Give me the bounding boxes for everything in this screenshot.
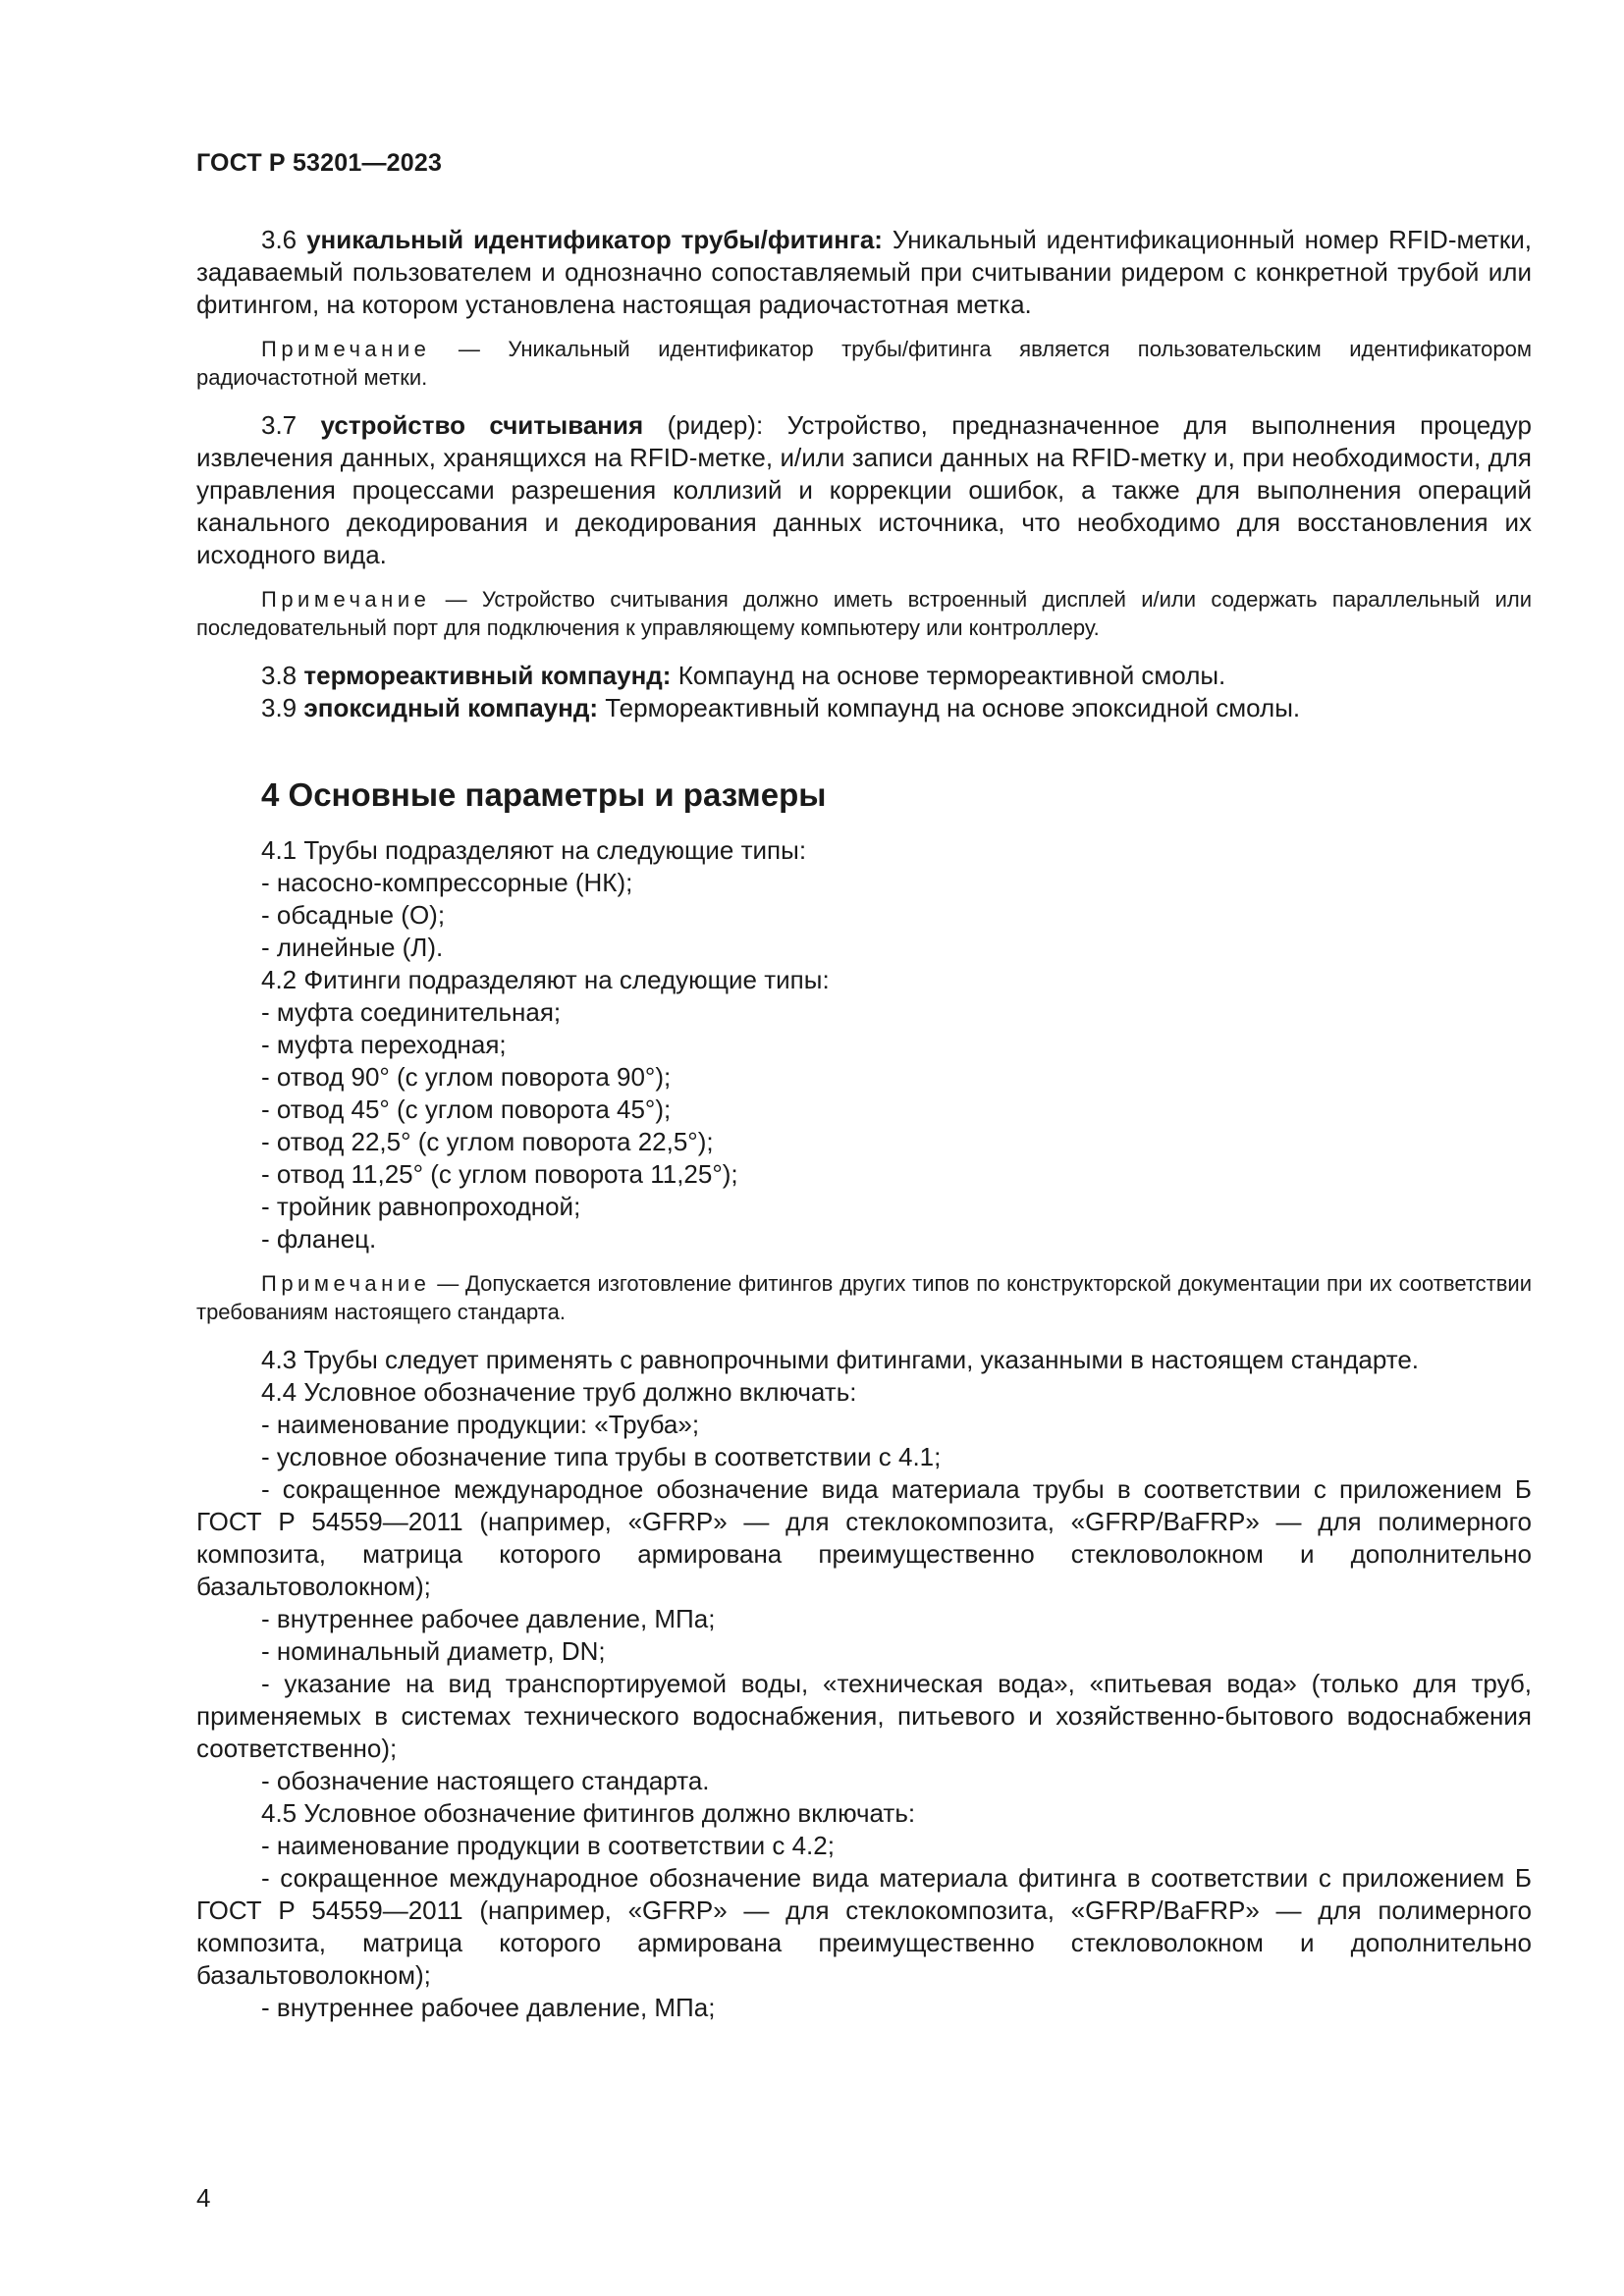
list-item: - линейные (Л). bbox=[261, 933, 444, 962]
note-label: Примечание bbox=[261, 1271, 431, 1296]
fitting-designation-list bbox=[196, 1830, 1532, 2024]
definition-3-7 bbox=[196, 409, 1532, 571]
list-item: - отвод 11,25° (с углом поворота 11,25°); bbox=[261, 1159, 738, 1189]
note-text: — Уникальный идентификатор трубы/фитинга является пользовательским идентификатором радиочастотной метки. bbox=[196, 337, 1532, 390]
clause-4-5: 4.5 Условное обозначение фитингов должно включать: bbox=[261, 1798, 916, 1828]
definition-number: 3.7 bbox=[261, 410, 298, 440]
note-4-2 bbox=[196, 1269, 1532, 1326]
list-item: - сокращенное международное обозначение вида материала фитинга в соответствии с приложением Б ГОСТ Р 54559—2011 (например, «GFRP» — для стеклокомпозита, «GFRP/BaFRP» — для полимерного композита, матрица которого армирована преимущественно стекловолокном и дополнительно базальтоволокном); bbox=[196, 1863, 1532, 1990]
list-item: - насосно-компрессорные (НК); bbox=[261, 868, 633, 897]
page-number: 4 bbox=[196, 2183, 211, 2213]
note-label: Примечание bbox=[261, 587, 431, 612]
definition-term: эпоксидный компаунд: bbox=[303, 693, 598, 722]
definition-3-9 bbox=[196, 692, 1532, 724]
list-item: - обсадные (О); bbox=[261, 900, 446, 930]
note-3-7 bbox=[196, 585, 1532, 642]
list-item: - сокращенное международное обозначение вида материала трубы в соответствии с приложением Б ГОСТ Р 54559—2011 (например, «GFRP» — для стеклокомпозита, «GFRP/BaFRP» — для полимерного композита, матрица которого армирована преимущественно стекловолокном и дополнительно базальтоволокном); bbox=[196, 1474, 1532, 1601]
pipe-designation-list bbox=[196, 1409, 1532, 1797]
definition-number: 3.9 bbox=[261, 693, 298, 722]
list-item: - фланец. bbox=[261, 1224, 377, 1254]
fitting-types-list bbox=[196, 996, 1532, 1255]
clause-4-2: 4.2 Фитинги подразделяют на следующие типы: bbox=[261, 965, 830, 994]
pipe-types-list bbox=[196, 867, 1532, 964]
list-item: - внутреннее рабочее давление, МПа; bbox=[261, 1993, 716, 2022]
list-item: - внутреннее рабочее давление, МПа; bbox=[261, 1604, 716, 1633]
list-item: - отвод 90° (с углом поворота 90°); bbox=[261, 1062, 672, 1092]
list-item: - наименование продукции: «Труба»; bbox=[261, 1410, 700, 1439]
list-item: - номинальный диаметр, DN; bbox=[261, 1636, 606, 1666]
list-item: - обозначение настоящего стандарта. bbox=[261, 1766, 710, 1795]
definition-term: уникальный идентификатор трубы/фитинга: bbox=[306, 225, 883, 254]
definition-term: термореактивный компаунд: bbox=[303, 661, 672, 690]
clause-4-3: 4.3 Трубы следует применять с равнопрочными фитингами, указанными в настоящем стандарте. bbox=[261, 1345, 1420, 1374]
section-heading: 4 Основные параметры и размеры bbox=[261, 776, 827, 813]
document-code-header: ГОСТ Р 53201—2023 bbox=[196, 149, 443, 177]
definition-number: 3.8 bbox=[261, 661, 298, 690]
definition-3-8 bbox=[196, 660, 1532, 692]
definition-term: устройство считывания bbox=[320, 410, 644, 440]
list-item: - муфта соединительная; bbox=[261, 997, 562, 1027]
definition-text: Термореактивный компаунд на основе эпоксидной смолы. bbox=[605, 693, 1301, 722]
clause-4-4: 4.4 Условное обозначение труб должно включать: bbox=[261, 1377, 857, 1407]
page-content bbox=[196, 224, 1532, 2024]
definition-text: Компаунд на основе термореактивной смолы. bbox=[677, 661, 1226, 690]
list-item: - отвод 22,5° (с углом поворота 22,5°); bbox=[261, 1127, 714, 1156]
list-item: - отвод 45° (с углом поворота 45°); bbox=[261, 1095, 672, 1124]
note-text: — Допускается изготовление фитингов других типов по конструкторской документации при их соответствии требованиям настоящего стандарта. bbox=[196, 1271, 1532, 1324]
definition-text: (ридер): Устройство, предназначенное для выполнения процедур извлечения данных, хранящихся на RFID-метке, и/или записи данных на RFID-метку и, при необходимости, для управления процессами разрешения коллизий и коррекции ошибок, а также для выполнения операций канального декодирования и декодирования данных источника, что необходимо для восстановления их исходного вида. bbox=[196, 410, 1532, 569]
note-text: — Устройство считывания должно иметь встроенный дисплей и/или содержать параллельный или последовательный порт для подключения к управляющему компьютеру или контроллеру. bbox=[196, 587, 1532, 640]
list-item: - муфта переходная; bbox=[261, 1030, 507, 1059]
definition-3-6 bbox=[196, 224, 1532, 321]
list-item: - указание на вид транспортируемой воды, «техническая вода», «питьевая вода» (только для труб, применяемых в системах технического водоснабжения, питьевого и хозяйственно-бытового водоснабжения соответственно); bbox=[196, 1669, 1532, 1763]
list-item: - наименование продукции в соответствии с 4.2; bbox=[261, 1831, 835, 1860]
list-item: - тройник равнопроходной; bbox=[261, 1192, 581, 1221]
clause-4-1: 4.1 Трубы подразделяют на следующие типы: bbox=[261, 835, 807, 865]
definition-number: 3.6 bbox=[261, 225, 298, 254]
list-item: - условное обозначение типа трубы в соответствии с 4.1; bbox=[261, 1442, 942, 1471]
note-label: Примечание bbox=[261, 337, 431, 361]
note-3-6 bbox=[196, 335, 1532, 392]
definition-text: Уникальный идентификационный номер RFID-метки, задаваемый пользователем и однозначно сопоставляемый при считывании ридером с конкретной трубой или фитингом, на котором установлена настоящая радиочастотная метка. bbox=[196, 225, 1532, 319]
